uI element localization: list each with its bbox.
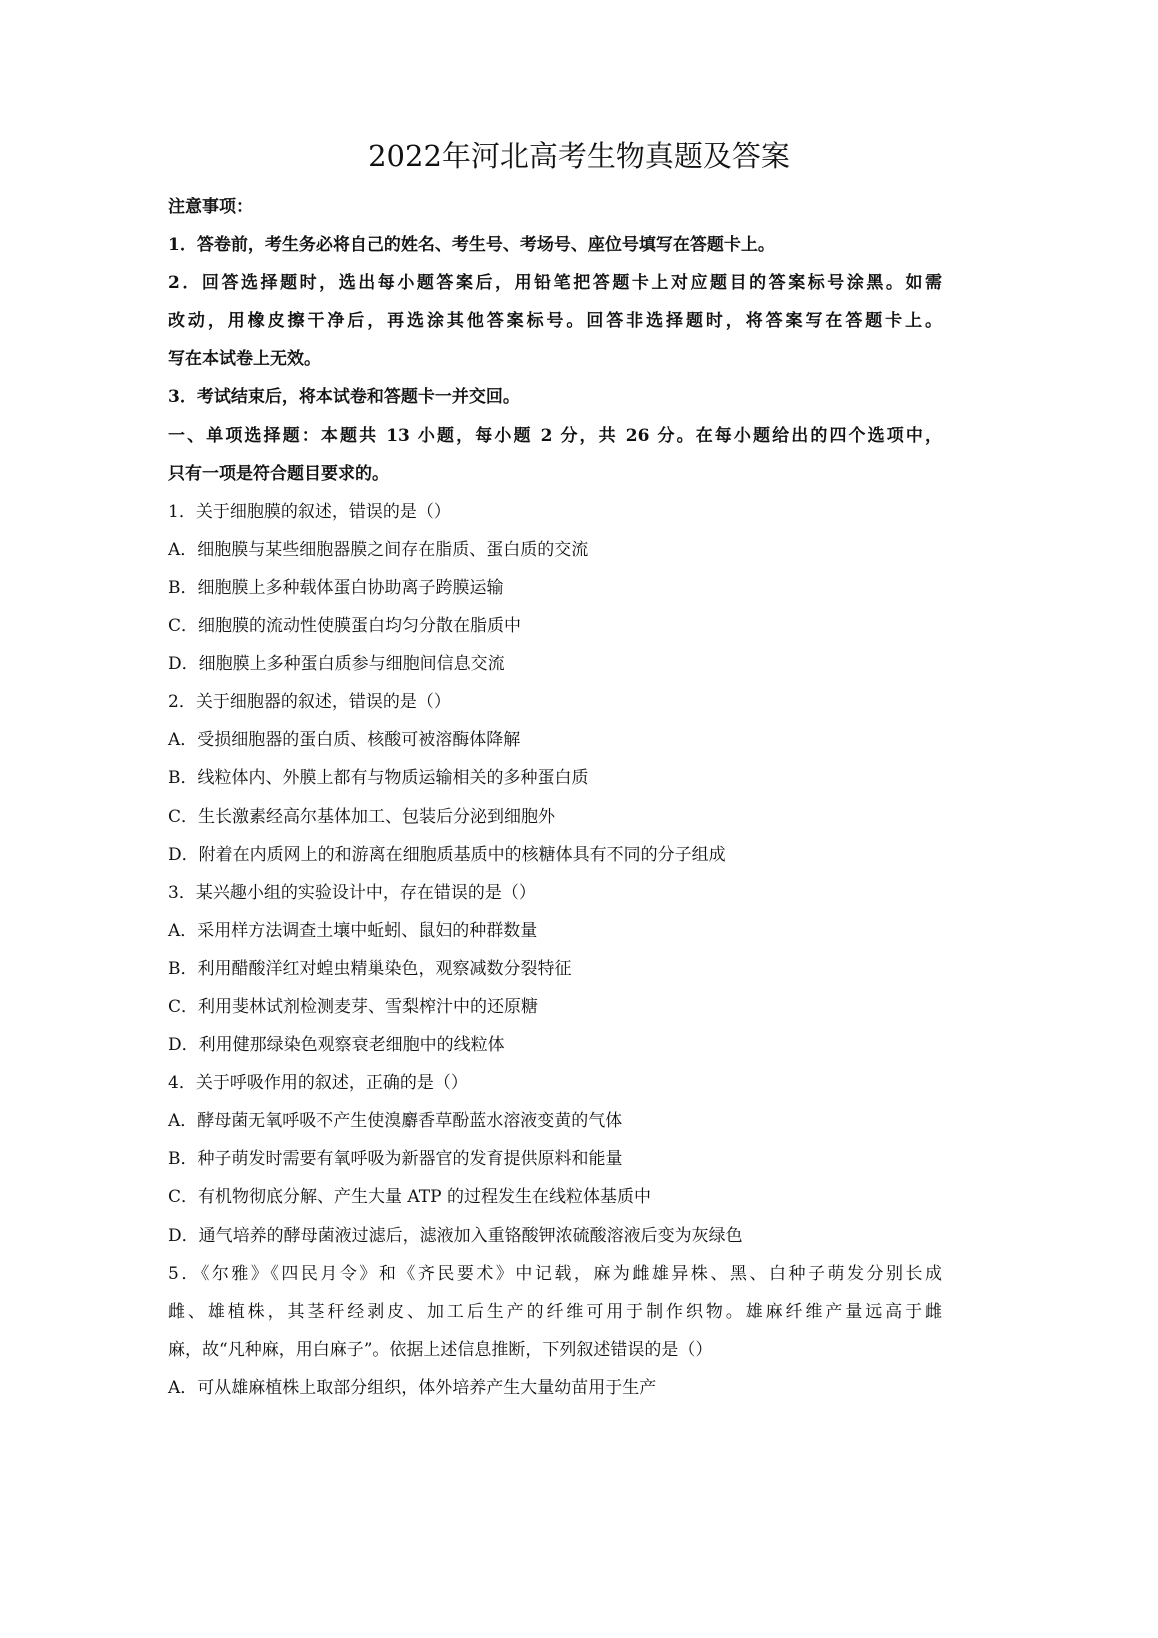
notice-item: 1．答卷前，考生务必将自己的姓名、考生号、考场号、座位号填写在答题卡上。 [168,235,775,256]
option: D．附着在内质网上的和游离在细胞质基质中的核糖体具有不同的分子组成 [168,844,726,865]
option: D．细胞膜上多种蛋白质参与细胞间信息交流 [168,654,505,675]
option: B．细胞膜上多种载体蛋白协助离子跨膜运输 [168,577,504,598]
option: C．细胞膜的流动性使膜蛋白均匀分散在脂质中 [168,616,522,637]
option: A．可从雄麻植株上取部分组织，体外培养产生大量幼苗用于生产 [168,1377,657,1398]
option: A．受损细胞器的蛋白质、核酸可被溶酶体降解 [168,730,521,751]
option: D．通气培养的酵母菌液过滤后，滤液加入重铬酸钾浓硫酸溶液后变为灰绿色 [168,1225,743,1246]
question-stem: 1．关于细胞膜的叙述，错误的是（） [168,501,451,522]
notice-item: 写在本试卷上无效。 [168,349,321,370]
notice-item: 3．考试结束后，将本试卷和答题卡一并交回。 [168,387,520,408]
option: B．线粒体内、外膜上都有与物质运输相关的多种蛋白质 [168,768,589,789]
question-stem: 3．某兴趣小组的实验设计中，存在错误的是（） [168,882,536,903]
question-stem: 5．《尔雅》《四民月令》和《齐民要术》中记载，麻为雌雄异株、黑、白种子萌发分别长成 [168,1263,942,1284]
document-title: 2022年河北高考生物真题及答案 [368,139,790,173]
option: D．利用健那绿染色观察衰老细胞中的线粒体 [168,1035,505,1056]
option: C．利用斐林试剂检测麦芽、雪梨榨汁中的还原糖 [168,996,539,1017]
question-stem: 麻，故“凡种麻，用白麻子”。依据上述信息推断，下列叙述错误的是（） [168,1339,713,1360]
option: A．酵母菌无氧呼吸不产生使溴麝香草酚蓝水溶液变黄的气体 [168,1111,623,1132]
option: B．利用醋酸洋红对蝗虫精巢染色，观察减数分裂特征 [168,958,572,979]
notice-heading: 注意事项： [168,197,253,217]
question-stem: 雌、雄植株，其茎秆经剥皮、加工后生产的纤维可用于制作织物。雄麻纤维产量远高于雌 [168,1301,942,1322]
question-stem: 2．关于细胞器的叙述，错误的是（） [168,692,451,713]
section-heading: 一、单项选择题：本题共 13 小题，每小题 2 分，共 26 分。在每小题给出的四个选项中， [168,425,942,446]
document-body [168,188,942,1407]
option: A．采用样方法调查土壤中蚯蚓、鼠妇的种群数量 [168,920,538,941]
notice-item: 2．回答选择题时，选出每小题答案后，用铅笔把答题卡上对应题目的答案标号涂黑。如需 [168,273,942,294]
option: A．细胞膜与某些细胞器膜之间存在脂质、蛋白质的交流 [168,539,589,560]
notice-item: 改动，用橡皮擦干净后，再选涂其他答案标号。回答非选择题时，将答案写在答题卡上。 [168,311,942,332]
option: C．生长激素经高尔基体加工、包装后分泌到细胞外 [168,806,556,827]
section-heading: 只有一项是符合题目要求的。 [168,463,389,484]
option: B．种子萌发时需要有氧呼吸为新器官的发育提供原料和能量 [168,1149,623,1170]
option: C．有机物彻底分解、产生大量 ATP 的过程发生在线粒体基质中 [168,1187,651,1208]
question-stem: 4．关于呼吸作用的叙述，正确的是（） [168,1073,468,1094]
